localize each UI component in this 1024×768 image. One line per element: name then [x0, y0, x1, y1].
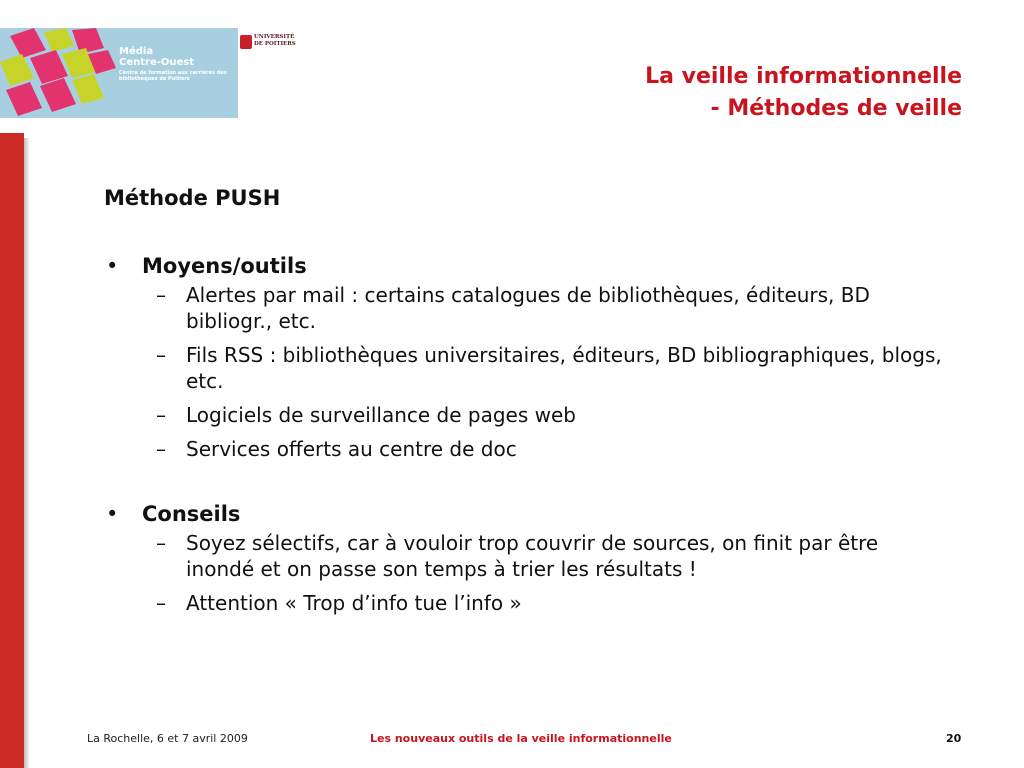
slide-content: [104, 182, 964, 624]
section-heading: Méthode PUSH: [104, 186, 281, 210]
title-line1: La veille informationnelle: [645, 64, 962, 89]
sub-list-moyens-outils: [104, 282, 964, 462]
university-line1: UNIVERSITÉ: [254, 34, 295, 40]
logo-name: [119, 46, 194, 68]
list-item: – Alertes par mail : certains catalogues de bibliothèques, éditeurs, BD bibliogr., etc.: [104, 282, 946, 334]
bullet-conseils: • Conseils: [104, 498, 964, 530]
media-centre-ouest-logo: [0, 28, 299, 118]
bullet-moyens-outils: • Moyens/outils: [104, 250, 964, 282]
university-line2: DE POITIERS: [254, 41, 296, 47]
list-item: – Services offerts au centre de doc: [104, 436, 946, 462]
list-item: – Fils RSS : bibliothèques universitaires, éditeurs, BD bibliographiques, blogs, etc.: [104, 342, 946, 394]
left-accent-bar: [0, 133, 24, 768]
university-name: [254, 34, 298, 48]
sub-list-conseils: [104, 530, 964, 616]
cubes-icon: [0, 28, 120, 118]
logo-subtitle: Centre de formation aux carrières des bibliothèques de Poitiers: [119, 70, 227, 82]
list-item: – Attention « Trop d’info tue l’info »: [104, 590, 946, 616]
page-number: 20: [946, 732, 962, 745]
universite-poitiers-logo: [240, 32, 298, 56]
footer-presentation-title: Les nouveaux outils de la veille informationnelle: [370, 732, 672, 745]
left-accent-bar-shadow: [24, 138, 30, 768]
list-item: – Soyez sélectifs, car à vouloir trop couvrir de sources, on finit par être inondé et on passe son temps à trier les résultats !: [104, 530, 946, 582]
footer-date-location: La Rochelle, 6 et 7 avril 2009: [87, 732, 248, 745]
logo-panel: [0, 28, 238, 118]
list-item: – Logiciels de surveillance de pages web: [104, 402, 946, 428]
spacer: [104, 470, 964, 498]
title-line2: - Méthodes de veille: [710, 96, 962, 121]
logo-name-line2: Centre-Ouest: [119, 57, 195, 68]
logo-name-line1: Média: [119, 46, 154, 57]
slide-title: [645, 61, 962, 125]
university-emblem-icon: [240, 35, 252, 49]
